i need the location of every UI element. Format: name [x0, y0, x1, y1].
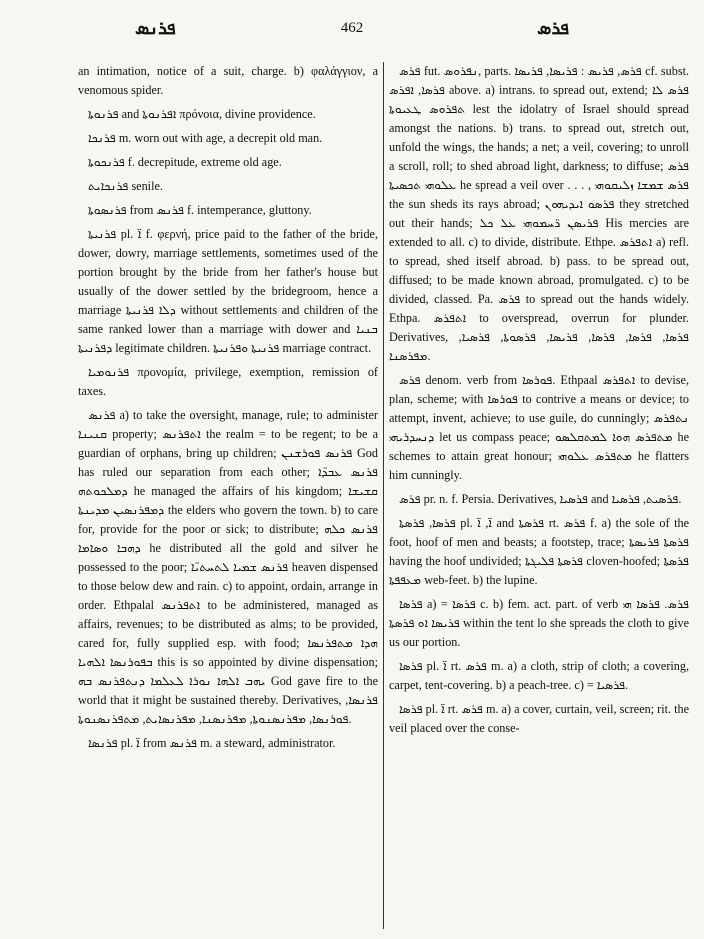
left-running-headword: ܦܪܢܣ [135, 18, 176, 38]
right-column [389, 62, 689, 931]
dictionary-entry: ܦܪܢܝܬܐ pl. ܐ̈ f. φερνή, price paid to the father of the bride, dower, dowry, marriage settlements, sometimes used of the portion brought by the bride from her father's house but usually of the dower settled by the bridegroom, hence a marriage ܕܠܐ ܦܪܢܝܬܐ without settlements and children of the same ranked lower than a marriage with dower and ܒܢܝܐ ܕܦܪܢܝܬܐ legitimate children. ܦܪܢܝܬܐ ܘܦܪܢܝܬܐ marriage contract. [78, 227, 378, 355]
column-divider [383, 62, 384, 929]
dictionary-entry: ܦܪܢܟܘܬܐ f. decrepitude, extreme old age. [88, 155, 282, 169]
dictionary-entry: ܦܪܣܐ pl. ܐ̈ rt. ܦܪܣ m. a) a cloth, strip of cloth; a covering, carpet, tent-covering. b) a peach-tree. c) = ܦܪܣܝܐ. [389, 659, 689, 692]
dictionary-entry: ܦܪܢܘܬܐ and ܐܦܪܢܘܬܐ πρόνοια, divine providence. [88, 107, 316, 121]
dictionary-entry: ܦܪܣܐ, ܦܪܣܬܐ pl. ܐ̈, ܐ̈ and ܦܪܣܬܐ rt. ܦܪܣ f. a) the sole of the foot, hoof of men and beasts; a footstep, trace; ܦܪܣܬܐ ܦܪܝܣܬܐ having the hoof undivided; ܦܪܣܬܐ ܦܠܝܓܬܐ cloven-hoofed; ܦܪܣܬܐ ܡܥܦܦܬܐ web-feet. b) the lupine. [389, 516, 689, 587]
dictionary-entry: ܦܪܣܐ a) = ܦܪܣܐ c. b) fem. act. part. of verb ܦܪܣ. ܦܪܣܐ ܗܝ ܦܪܝܣܐ ܐܘ ܦܪܣܬܐ within the tent lo she spreads the cloth to give us our portion. [389, 597, 689, 649]
dictionary-entry: ܦܪܢܣܐ pl. ܐ̈ from ܦܪܢܣ m. a steward, administrator. [88, 736, 336, 750]
dictionary-entry: ܦܪܢܘܡܝܐ προνομία, privilege, exemption, remission of taxes. [78, 365, 378, 398]
dictionary-entry: ܦܪܣܐ pl. ܐ̈ rt. ܦܪܣ m. a) a cover, curtain, veil, screen; rit. the veil placed over the conse- [389, 702, 689, 735]
dictionary-entry: ܦܪܣ fut. ܢܦܪܘܣ, parts. ܦܪܣ, ܦܪܝܣ : ܦܪܝܣܐ, ܦܪܝܣܐ cf. subst. ܦܪܣܐ, ܐܦܪܣ above. a) intrans. to spread out, extend; ܦܪܣ ܠܐ ܬܦܪܘܣ ܛܥܝܘܬܐ lest the idolatry of Israel should spread amongst the nations. b) trans. to spread out, stretch out, unfold the wings, the hands; a net; a veil, covering; to unroll a scroll, roll; to shed abroad light, darkness; to diffuse; ܦܪܣ ܥܠܘܗܝ ܬܟܣܝܬܐ he spread a veil over . . . , ܦܪܣ ܫܡܫܐ ܙܠܝܩܘܗܝ the sun sheds its rays abroad; ܦܪܣܘ ܐܝܕܝܗܘܢ they stretched out their hands; ܦܪܝܣܢ ܪ̈ܚܡܘܗܝ ܥܠ ܟܠ His mercies are extended to all. c) to divide, distribute. Ethpe. ܐܬܦܪܣ a) refl. to spread, shed itself abroad. b) pass. to be spread out, diffused; to be made known abroad, promulgated. c) to be divided, classed. Pa. ܦܪܣ to spread out the hands widely. Ethpa. ܐܬܦܪܣ to overspread, overrun for plunder. Derivatives, ܦܪܣܐ, ܦܪܣܐ, ܦܪܣܐ, ܦܪܝܣܐ, ܦܪܣܘܬܐ, ܦܪܣܝܐ, ܡܦܪܣܢܐ. [389, 64, 689, 363]
dictionary-entry: ܦܪܢܟܐ m. worn out with age, a decrepit old man. [88, 131, 323, 145]
page-header [40, 14, 664, 44]
dictionary-entry: ܦܪܣ pr. n. f. Persia. Derivatives, ܦܪܣܝܐ and ܦܪܣܝܬ, ܦܪܣܝܐ. [399, 492, 682, 506]
dictionary-entry: ܦܪܢܣܘܬܐ from ܦܪܢܣ f. intemperance, gluttony. [88, 203, 312, 217]
dictionary-entry: an intimation, notice of a suit, charge. b) φαλάγγιον, a venomous spider. [78, 64, 378, 97]
page-number: 462 [340, 20, 364, 36]
dictionary-entry: ܦܪܣ denom. verb from ܦܘܪܣܐ. Ethpaal ܐܬܦܪܣ to devise, plan, scheme; with ܦܘܪܣܐ to contrive a means or device; to attempt, invent, achieve; to use guile, do cunningly; ܢܬܦܪܣ ܕܢܚܕܪܝܗܝ let us compass peace; ܡܬܦܪܣ ܗܘܐ ܠܡܬܩܠܣܘ he schemes to attain great honour; ܡܬܦܪܣ ܥܠܘܗܝ he flatters him cunningly. [389, 373, 689, 482]
dictionary-entry: ܦܪܢܟܐܝܬ senile. [88, 179, 163, 193]
left-column [78, 62, 378, 931]
right-running-headword: ܦܪܣ [537, 18, 569, 38]
dictionary-entry: ܦܪܢܣ a) to take the oversight, manage, rule; to administer ܩܢܝܢܐ property; ܐܬܦܪܢܣ the realm = to be regent; to be a guardian of orphans, bring up children; ܦܪܢܣ ܦܘܪܫܢܢ God has ruled our separation from each other; ܦܪܢܣ ܥܒܕ̈ܐ ܕܡܠܟܘܬܗ he managed the affairs of his kingdom; ܩܫܝܫܐ ܕܡܦܪܢܣܝܢ ܡܕܝܢܬܐ the elders who govern the town. b) to care for, provide for the poor or sick; to distribute; ܦܪܢܣ ܟܠܗ ܕܗܒܐ ܘܣܐܡܐ he distributed all the gold and silver he possessed to the poor; ܦܪܢܣ ܫܡܝܐ ܠܬܚܬܝ̈ܐ heaven dispensed to those below dew and rain. c) to appoint, ordain, arrange in order. Ethpalal ܐܬܦܪܢܣ to be administered, managed as affairs, revenues; to be distributed as alms; to be provided, cared for, fully supplied esp. with food; ܗܕܐ ܡܬܦܪܢܣܐ ܒܦܘܪܢܣܐ ܐܠܗܝܐ this is so appointed by divine dispensation; ܝܗܒ ܐܠܗܐ ܢܘܪܐ ܠܥܠܡܐ ܕܢܬܦܪܢܣ ܒܗ God gave fire to the world that it might be sustained thereby. Derivatives, ܦܪܢܣܐ, ܦܘܪܢܣܐ, ܡܦܪܢܣܢܘܬܐ, ܡܦܪܢܣܢܐ, ܡܦܪܢܣܐܝܬ, ܡܬܦܪܢܣܢܘܬܐ. [78, 408, 378, 726]
